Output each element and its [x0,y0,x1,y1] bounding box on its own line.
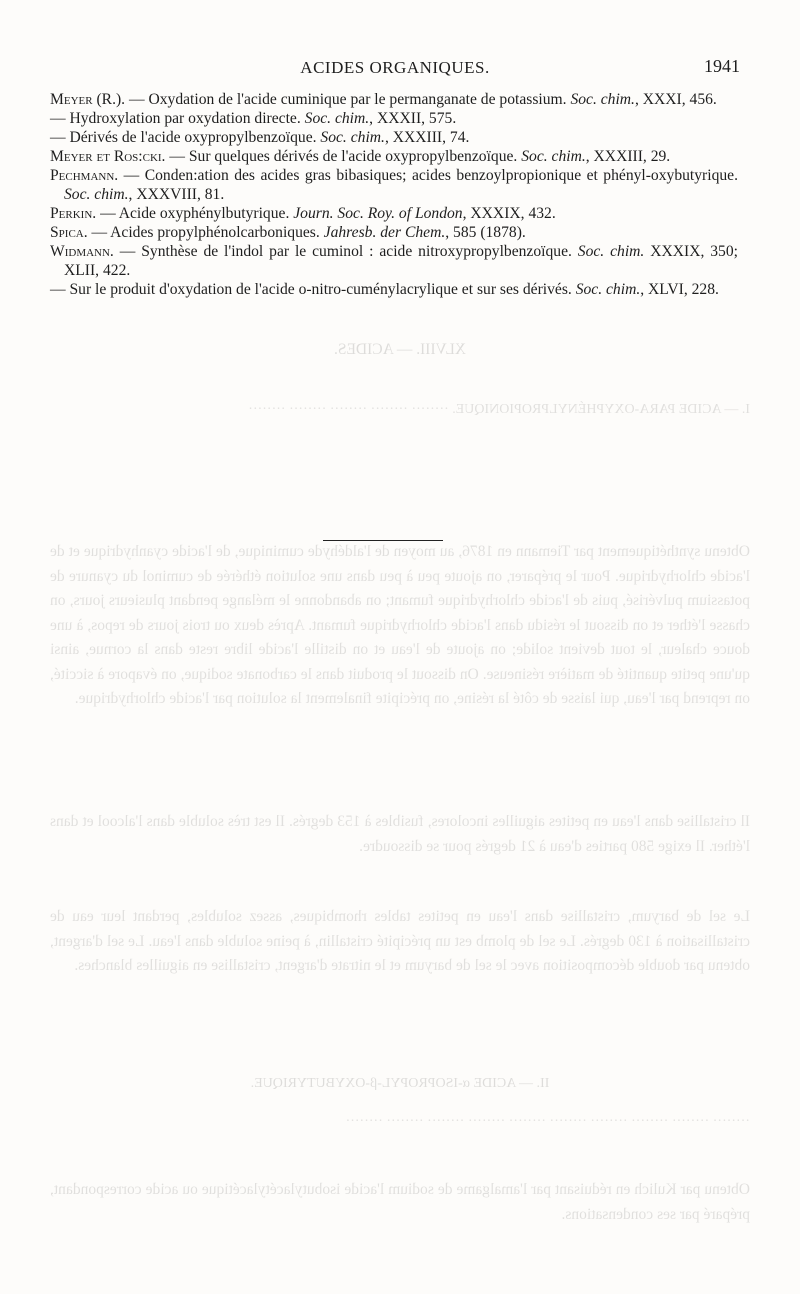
reference-author: Meyer (R.). [50,91,126,108]
reference-author: Perkin. [50,205,97,222]
reference-volume: , XXXIII, 74. [384,129,470,146]
reference-volume: , XXXIX, 432. [462,205,556,222]
reference-journal: Soc. chim. [320,129,385,146]
show-through-text: I. — ACIDE PARA-OXYPHÉNYLPROPIONIQUE. ········ ········ ········ ········ ········ [248,402,750,417]
reference-text: — Acides propylphénolcarboniques. [87,224,324,241]
reference-text: — Conden:ation des acides gras bibasiques; acides benzoylpropionique et phényl-oxybutyrique. [118,167,738,184]
reference-entry [50,128,738,147]
running-header [50,56,740,80]
running-title: ACIDES ORGANIQUES. [300,58,490,77]
show-through-text: Obtenu par Kulich en réduisant par l'amalgame de sodium l'acide isobutylacétylacétique ou acide correspondant, préparé par ses condensations. [50,1181,750,1223]
reference-volume: , XXXII, 575. [369,110,457,127]
reference-text: — Sur le produit d'oxydation de l'acide o-nitro-cuménylacrylique et sur ses dérivés. [50,281,576,298]
reference-entry [50,109,738,128]
reference-volume: , 585 (1878). [445,224,526,241]
show-through-text: Le sel de baryum, cristallise dans l'eau en petites tables rhombiques, assez solubles, perdant leur eau de cristallisation à 130 degrés. Le sel de plomb est un précipité cristallin, à peine soluble dans l'eau. Le sel d'argent, obtenu par double décomposition avec le sel de baryum et le nitrate d'argent, cristallise en aiguilles blanches. [50,908,750,974]
reference-author: Spica. [50,224,88,241]
reference-journal: Jahresb. der Chem. [323,224,446,241]
reference-volume: XXXIX, 350; XLII, 422. [64,243,738,279]
reference-author: Meyer et Ros:cki. [50,148,166,165]
reference-journal: Soc. chim. [64,186,129,203]
reference-journal: Soc. chim. [575,281,641,298]
reference-text: — Dérivés de l'acide oxypropylbenzoïque. [50,129,321,146]
reference-text: — Acide oxyphénylbutyrique. [96,205,294,222]
reference-text: — Oxydation de l'acide cuminique par le permanganate de potassium. [125,91,571,108]
reference-author: Pechmann. [50,167,119,184]
reference-entry [50,280,738,299]
reference-journal: Soc. chim. [304,110,370,127]
reference-entry [50,242,738,280]
page-number: 1941 [704,56,740,76]
show-through-text: Obtenu synthétiquement par Tiemann en 1876, au moyen de l'aldéhyde cuminique, de l'acide cyanhydrique et de l'acide chlorhydrique. Pour le préparer, on ajoute peu à peu dans une solution éthérée de cuminol du cyanure de potassium pulvérisé, puis de l'acide chlorhydrique fumant; on abandonne le mélange pendant plusieurs jours, on chasse l'éther et on dissout le résidu dans l'acide chlorhydrique fumant. Après deux ou trois jours de repos, à une douce chaleur, le tout devient solide; on ajoute de l'eau et on distille l'acide libre reste dans la cornue, ainsi qu'une petite quantité de matière résineuse. On dissout le produit dans le carbonate sodique, on évapore à siccité, on reprend par l'eau, qui laisse de côté la résine, on précipite finalement la solution par l'acide chlorhydrique. [50,543,750,707]
reference-journal: Soc. chim. [521,148,586,165]
reference-entry [50,147,738,166]
reference-volume: , XXXI, 456. [634,91,717,108]
reference-journal: Soc. chim. [577,243,645,260]
reference-volume: , XXXVIII, 81. [128,186,225,203]
bibliography [50,90,738,299]
show-through-text: Il cristallise dans l'eau en petites aiguilles incolores, fusibles à 153 degrés. Il est très soluble dans l'alcool et dans l'éther. Il exige 580 parties d'eau à 21 degrés pour se dissoudre. [50,813,750,855]
reference-entry [50,204,738,223]
reference-entry [50,223,738,242]
reference-text: — Hydroxylation par oxydation directe. [50,110,305,127]
reference-author: Widmann. [50,243,114,260]
reference-volume: , XXXIII, 29. [585,148,671,165]
show-through-text: II. — ACIDE α-ISOPROPYL-β-OXYBUTYRIQUE. [250,1076,550,1091]
reference-entry [50,90,738,109]
reference-text: — Sur quelques dérivés de l'acide oxypropylbenzoïque. [165,148,522,165]
reference-entry [50,166,738,204]
show-through-text: ········ ········ ········ ········ ········ ········ ········ ········ ········ ········ [345,1114,750,1129]
section-divider [323,540,443,541]
reference-journal: Soc. chim. [570,91,635,108]
reference-text: — Synthèse de l'indol par le cuminol : acide nitroxypropylbenzoïque. [113,243,578,260]
reference-volume: , XLVI, 228. [640,281,719,298]
show-through-text: XLVIII. — ACIDES. [333,341,467,358]
reference-journal: Journ. Soc. Roy. of London [293,205,463,222]
